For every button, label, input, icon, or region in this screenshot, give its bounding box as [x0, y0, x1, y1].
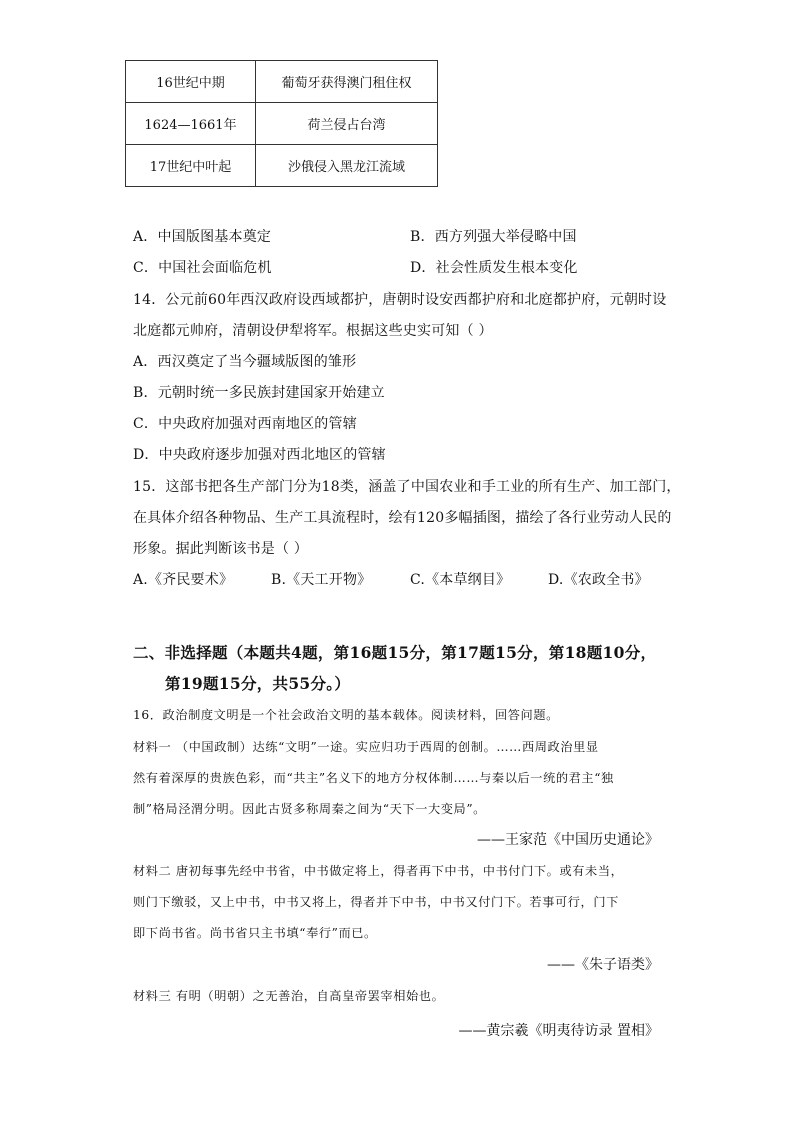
q16-material1-line2: 然有着深厚的贵族色彩，而“共主”名义下的地方分权体制……与秦以后一统的君主“独: [133, 771, 614, 785]
q14-option-b[interactable]: B．元朝时统一多民族封建国家开始建立: [133, 385, 385, 401]
table-cell-event: 沙俄侵入黑龙江流域: [256, 145, 438, 187]
q15-stem-line1: 15．这部书把各生产部门分为18类，涵盖了中国农业和手工业的所有生产、加工部门，: [133, 479, 681, 495]
q13-option-a[interactable]: A．中国版图基本奠定: [133, 229, 272, 245]
q16-material1-line1: 材料一 （中国政制）达练“文明”一途。实应归功于西周的创制。……西周政治里显: [133, 740, 599, 754]
q15-option-d[interactable]: D.《农政全书》: [548, 572, 649, 588]
q14-option-a[interactable]: A．西汉奠定了当今疆域版图的雏形: [133, 354, 357, 370]
q16-material2-line2: 则门下缴驳，又上中书，中书又将上，得者并下中书，中书又付门下。若事可行，门下: [133, 895, 619, 909]
q13-option-d[interactable]: D．社会性质发生根本变化: [410, 260, 578, 276]
table-cell-event: 葡萄牙获得澳门租住权: [256, 61, 438, 103]
q13-option-b[interactable]: B．西方列强大举侵略中国: [410, 229, 577, 245]
table-row: [126, 61, 438, 103]
table-cell-time: 16世纪中期: [126, 61, 256, 103]
q14-stem-line2: 北庭都元帅府，清朝设伊犁将军。根据这些史实可知（ ）: [133, 323, 493, 339]
q14-stem-line1: 14．公元前60年西汉政府设西域都护，唐朝时设安西都护府和北庭都护府，元朝时设: [133, 292, 667, 308]
q16-material1-source: ——王家范《中国历史通论》: [477, 832, 659, 848]
table-row: [126, 145, 438, 187]
table-cell-time: 1624—1661年: [126, 103, 256, 145]
q13-option-c[interactable]: C．中国社会面临危机: [133, 260, 272, 276]
table-cell-event: 荷兰侵占台湾: [256, 103, 438, 145]
q16-material3-line1: 材料三 有明（明朝）之无善治，自高皇帝罢宰相始也。: [133, 989, 445, 1003]
q16-intro: 16．政治制度文明是一个社会政治文明的基本载体。阅读材料，回答问题。: [133, 708, 559, 722]
table-cell-time: 17世纪中叶起: [126, 145, 256, 187]
q15-stem-line3: 形象。据此判断该书是（ ）: [133, 541, 309, 557]
events-table: [125, 60, 438, 187]
q15-option-b[interactable]: B.《天工开物》: [271, 572, 372, 588]
q14-option-d[interactable]: D．中央政府逐步加强对西北地区的管辖: [133, 447, 386, 463]
q16-material2-source: ——《朱子语类》: [547, 957, 659, 973]
q15-option-c[interactable]: C.《本草纲目》: [410, 572, 511, 588]
q15-stem-line2: 在具体介绍各种物品、生产工具流程时，绘有120多幅插图，描绘了各行业劳动人民的: [133, 510, 672, 526]
q16-material2-line1: 材料二 唐初每事先经中书省，中书做定将上，得者再下中书，中书付门下。或有未当，: [133, 864, 624, 878]
q14-option-c[interactable]: C．中央政府加强对西南地区的管辖: [133, 416, 357, 432]
q15-option-a[interactable]: A.《齐民要术》: [133, 572, 234, 588]
q16-material2-line3: 即下尚书省。尚书省只主书填“奉行”而已。: [133, 926, 377, 940]
section-heading-line2: 第19题15分，共55分。）: [165, 674, 351, 693]
table-row: [126, 103, 438, 145]
q16-material3-source: ——黄宗羲《明夷待访录 置相》: [458, 1023, 659, 1039]
section-heading-line1: 二、非选择题（本题共4题，第16题15分，第17题15分，第18题10分，: [133, 643, 657, 662]
q16-material1-line3: 制”格局泾渭分明。因此古贤多称周秦之间为“天下一大变局”。: [133, 802, 486, 816]
